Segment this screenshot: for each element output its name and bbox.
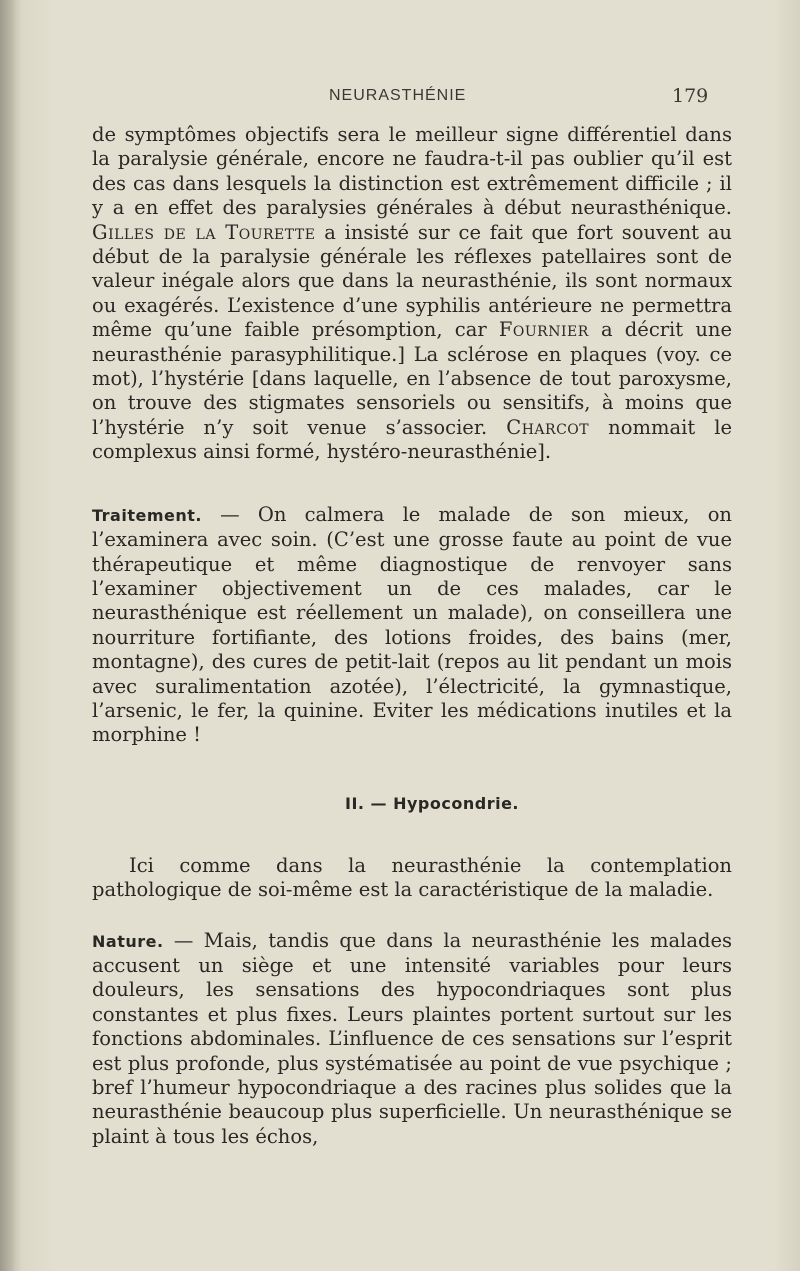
author-name-charcot: Charcot (506, 415, 590, 439)
book-binding-edge (0, 0, 14, 1271)
section-heading-hypocondrie: II. — Hypocondrie. (344, 793, 519, 813)
paragraph-introduction: Ici comme dans la neurasthénie la contemplation pathologique de soi-même est la caractéristique de la maladie. (92, 853, 732, 902)
text-run: — On calmera le malade de son mieux, on l’examinera avec soin. (C’est une grosse faute au point de vue thérapeutique et même diagnostique de renvoyer sans l’examiner objectivement un de ces malades, car le neurasthénique est réellement un malade), on conseillera une nourriture fortifiante, des lotions froides, des bains (mer, montagne), des cures de petit-lait (repos au lit pendant un mois avec suralimentation azotée), l’électricité, la gymnastique, l’arsenic, le fer, la quinine. Eviter les médications inutiles et la morphine ! (92, 502, 732, 747)
page-header (0, 87, 800, 115)
text-run: nommait le complexus ainsi formé, hystéro-neurasthénie]. (92, 415, 732, 464)
paragraph-traitement (92, 503, 732, 748)
text-run: a insisté sur ce fait que fort souvent au début de la paralysie générale les réflexes patellaires sont de valeur inégale alors que dans la neurasthénie, ils sont normaux ou exagérés. L’existence d’une syphilis antérieure ne permettra même qu’une faible présomption, car (92, 220, 732, 342)
author-name-fournier: Fournier (498, 318, 589, 342)
page-number: 179 (672, 85, 709, 107)
author-name-gilles-de-la-tourette: Gilles de la Tourette (92, 220, 316, 244)
text-run: a décrit une neurasthénie parasyphilitique.] La sclérose en plaques (voy. ce mot), l’hystérie [dans laquelle, en l’absence de tout paroxysme, on trouve des stigmates sensoriels ou sensitifs, à moins que l’hystérie n’y soit venue s’associer. (92, 318, 733, 439)
text-run: de symptômes objectifs sera le meilleur signe différentiel dans la paralysie générale, encore ne faudra-t-il pas oublier qu’il est des cas dans lesquels la distinction est extrêmement difficile ; il y a en effet des paralysies générales à début neurasthénique. (92, 123, 732, 220)
text-run: — Mais, tandis que dans la neurasthénie les malades accusent un siège et une intensité variables pour leurs douleurs, les sensations des hypocondriaques sont plus constantes et plus fixes. Leurs plaintes portent surtout sur les fonctions abdominales. L’influence de ces sensations sur l’esprit est plus profonde, plus systématisée au point de vue psychique ; bref l’humeur hypocondriaque a des racines plus solides que la neurasthénie beaucoup plus superficielle. Un neurasthénique se plaint à tous les échos, (92, 928, 732, 1148)
paragraph-nature (92, 929, 732, 1150)
paragraph-differential-diagnosis (92, 123, 732, 465)
paragraph-lead-traitement: Traitement. (92, 505, 202, 525)
page-text (92, 123, 732, 1149)
running-title: NEURASTHÉNIE (329, 87, 467, 104)
paragraph-lead-nature: Nature. (92, 931, 164, 951)
